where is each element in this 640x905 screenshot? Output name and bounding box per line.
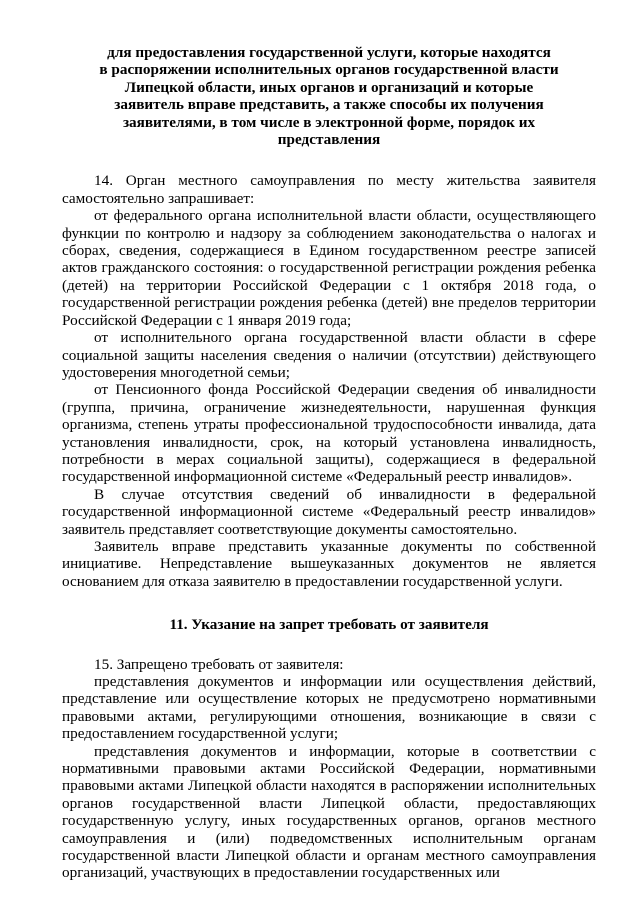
paragraph: представления документов и информации, которые в соответствии с нормативными правовыми актами Российской Федерации, нормативными правовыми актами Липецкой области находятся в распоряжении исполнительных органов государственной власти Липецкой области, предоставляющих государственную услугу, иных государственных органов, органов местного самоуправления и (или) подведомственных исполнительным органам государственной власти Липецкой области и органам местного самоуправления организаций, участвующих в предоставлении государственных или	[62, 742, 596, 882]
document-page	[62, 44, 596, 882]
section-14	[62, 172, 596, 590]
paragraph: 15. Запрещено требовать от заявителя:	[94, 655, 344, 673]
paragraph: В случае отсутствия сведений об инвалидности в федеральной государственной информационной системе «Федеральный реестр инвалидов» заявитель представляет соответствующие документы самостоятельно.	[62, 485, 596, 538]
paragraph: 14. Орган местного самоуправления по месту жительства заявителя самостоятельно запрашивает:	[62, 172, 596, 207]
heading-line: для предоставления государственной услуги, которые находятся	[107, 44, 551, 61]
paragraph: от федерального органа исполнительной власти области, осуществляющего функции по контролю и надзору за соблюдением законодательства о налогах и сборах, сведения, содержащиеся в Едином государственном реестре записей актов гражданского состояния: о государственной регистрации рождения ребенка (детей) на территории Российской Федерации с 1 октября 2018 года, о государственной регистрации рождения ребенка (детей) вне пределов территории Российской Федерации с 1 января 2019 года;	[62, 207, 596, 329]
heading-line: в распоряжении исполнительных органов государственной власти	[99, 61, 559, 79]
heading-line: заявитель вправе представить, а также способы их получения	[114, 96, 544, 114]
paragraph: от исполнительного органа государственной власти области в сфере социальной защиты населения сведения о наличии (отсутствии) действующего удостоверения многодетной семьи;	[62, 329, 596, 381]
heading-line: заявителями, в том числе в электронной форме, порядок их	[122, 113, 536, 131]
paragraph: от Пенсионного фонда Российской Федерации сведения об инвалидности (группа, причина, ограничение жизнедеятельности, нарушенная функция организма, степень утраты профессиональной трудоспособности инвалида, дата установления инвалидности, срок, на который установлена инвалидность, потребности в мерах социальной защиты), содержащиеся в федеральной государственной информационной системе «Федеральный реестр инвалидов».	[62, 381, 596, 486]
section-heading	[62, 44, 596, 148]
paragraph: Заявитель вправе представить указанные документы по собственной инициативе. Непредставление вышеуказанных документов не является основанием для отказа заявителю в предоставлении государственной услуги.	[62, 537, 596, 590]
heading-line: представления	[277, 131, 381, 149]
section-title: 11. Указание на запрет требовать от заявителя	[169, 616, 489, 634]
paragraph: представления документов и информации или осуществления действий, представление или осуществление которых не предусмотрено нормативными правовыми актами, регулирующими отношения, возникающие в связи с предоставлением государственной услуги;	[62, 673, 596, 743]
heading-line: Липецкой области, иных органов и организаций и которые	[124, 78, 534, 96]
section-15	[62, 656, 596, 882]
